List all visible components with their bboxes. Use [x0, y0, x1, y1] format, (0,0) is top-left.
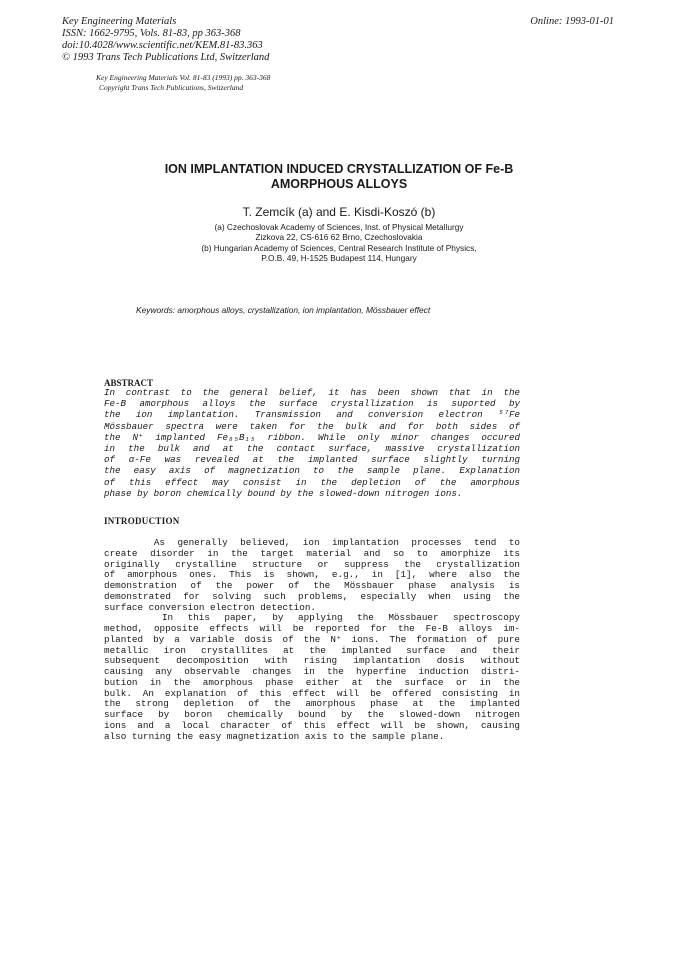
introduction-line: method, opposite effects will be reported for the Fe-B alloys im-	[104, 623, 520, 634]
abstract-line: the ion implantation. Transmission and conversion electron ⁵⁷Fe	[104, 409, 520, 421]
introduction-line: surface by boron chemically bound by the slowed-down nitrogen	[104, 709, 520, 720]
header-journal: Key Engineering Materials	[62, 16, 177, 27]
abstract-line: In contrast to the general belief, it has been shown that in the	[104, 387, 520, 398]
introduction-body	[104, 538, 520, 742]
title-line: AMORPHOUS ALLOYS	[270, 177, 408, 191]
paper-title	[60, 162, 618, 192]
affiliation-line: P.O.B. 49, H-1525 Budapest 114, Hungary	[261, 253, 417, 264]
introduction-line: bution in the amorphous phase either at the surface or in the	[104, 676, 520, 688]
abstract-body	[104, 387, 520, 499]
header-citation	[62, 16, 269, 64]
affiliation-line: Zizkova 22, CS-616 62 Brno, Czechoslovakia	[255, 232, 423, 243]
journal-copyright-line: Copyright Trans Tech Publications, Switzerland	[99, 83, 244, 92]
introduction-line: also turning the easy magnetization axis to the sample plane.	[104, 730, 445, 742]
introduction-line: surface conversion electron detection.	[104, 601, 317, 613]
introduction-heading: INTRODUCTION	[104, 516, 180, 526]
introduction-line: ions and a local character of this effect will be shown, causing	[104, 719, 520, 731]
introduction-line: create disorder in the target material and so to amorphize its	[104, 547, 520, 559]
affiliation-line: (a) Czechoslovak Academy of Sciences, Inst. of Physical Metallurgy	[214, 222, 464, 232]
introduction-line: As generally believed, ion implantation processes tend to	[104, 537, 520, 548]
introduction-line: In this paper, by applying the Mössbauer spectroscopy	[104, 612, 520, 624]
header-copyright: © 1993 Trans Tech Publications Ltd, Switzerland	[62, 52, 270, 63]
affiliation-line: (b) Hungarian Academy of Sciences, Central Research Institute of Physics,	[201, 242, 477, 253]
authors: T. Zemcík (a) and E. Kisdi-Koszó (b)	[242, 205, 436, 219]
abstract-line: phase by boron chemically bound by the slowed-down nitrogen ions.	[104, 487, 463, 499]
abstract-line: Mössbauer spectra were taken for the bulk and for both sides of	[104, 420, 520, 432]
introduction-line: planted by a variable dosis of the N⁺ ions. The formation of pure	[104, 633, 520, 645]
abstract-heading: ABSTRACT	[104, 378, 154, 388]
introduction-line: of amorphous ones. This is shown, e.g., in [1], where also the	[104, 569, 520, 581]
introduction-line: the strong depletion of the amorphous phase at the implanted	[104, 698, 520, 710]
header-issn: ISSN: 1662-9795, Vols. 81-83, pp 363-368	[62, 28, 241, 39]
title-line: ION IMPLANTATION INDUCED CRYSTALLIZATION OF Fe-B	[164, 162, 514, 176]
abstract-line: in the bulk and at the contact surface, massive crystallization	[104, 443, 520, 455]
introduction-line: causing any observable changes in the hyperfine induction distri-	[104, 666, 520, 677]
introduction-line: originally crystalline structure or suppress the crystallization	[104, 558, 520, 570]
header-doi: doi:10.4028/www.scientific.net/KEM.81-83.363	[62, 40, 263, 51]
introduction-line: bulk. An explanation of this effect will be offered consisting in	[104, 687, 520, 699]
abstract-line: of this effect may consist in the depletion of the amorphous	[104, 476, 520, 488]
affiliations	[60, 222, 618, 264]
header-online-date: Online: 1993-01-01	[530, 16, 614, 27]
abstract-line: Fe-B amorphous alloys the surface crystallization is suported by	[104, 398, 520, 410]
introduction-line: metallic iron crystallites at the implanted surface and their	[104, 644, 520, 656]
journal-reference	[96, 73, 270, 93]
abstract-line: of α-Fe was revealed at the implanted surface slightly turning	[104, 454, 520, 466]
abstract-line: the easy axis of magnetization to the sample plane. Explanation	[104, 465, 520, 477]
introduction-line: demonstration of the power of the Mössbauer phase analysis is	[104, 580, 520, 591]
introduction-line: demonstrated for solving such problems, especially when using the	[104, 590, 520, 602]
journal-reference-line: Key Engineering Materials Vol. 81-83 (1993) pp. 363-368	[96, 73, 271, 82]
abstract-line: the N⁺ implanted Fe₈₅B₁₅ ribbon. While only minor changes occured	[104, 431, 520, 443]
keywords: Keywords: amorphous alloys, crystallization, ion implantation, Mössbauer effect	[136, 305, 431, 315]
introduction-line: subsequent decomposition with rising implantation dosis without	[104, 655, 520, 667]
